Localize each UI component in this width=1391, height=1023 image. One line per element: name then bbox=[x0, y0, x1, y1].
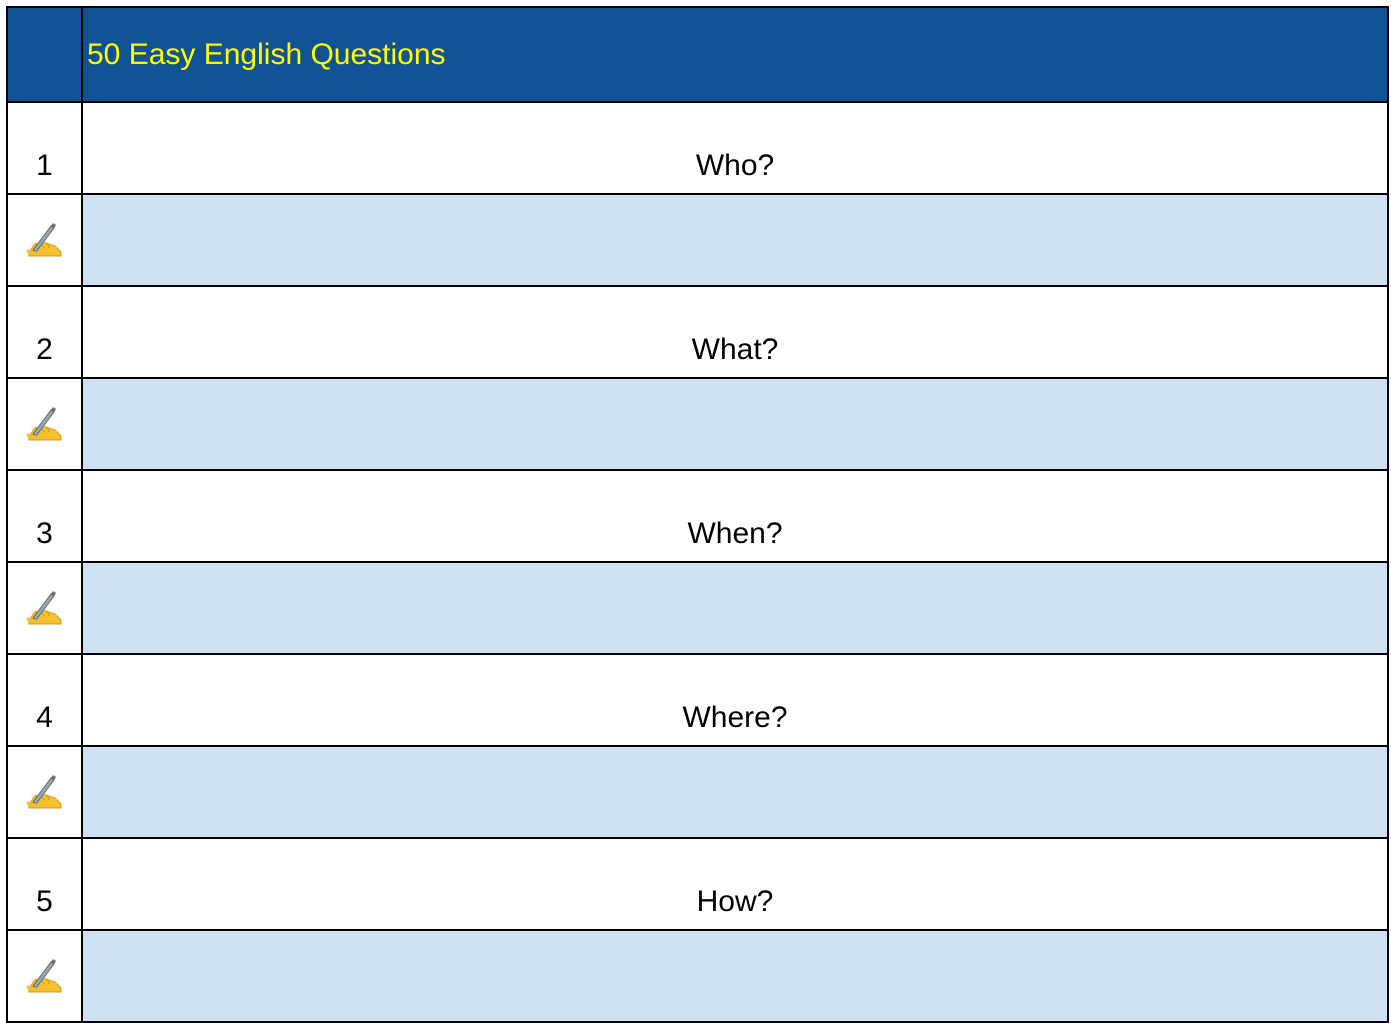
question-row bbox=[7, 470, 1388, 562]
answer-field[interactable] bbox=[82, 378, 1388, 470]
answer-row bbox=[7, 930, 1388, 1022]
question-number[interactable]: 4 bbox=[7, 654, 82, 746]
header-corner-cell[interactable] bbox=[7, 7, 82, 102]
answer-row bbox=[7, 378, 1388, 470]
answer-field[interactable] bbox=[82, 930, 1388, 1022]
question-row bbox=[7, 654, 1388, 746]
answer-icon-cell[interactable] bbox=[7, 930, 82, 1022]
answer-row bbox=[7, 194, 1388, 286]
question-number[interactable]: 5 bbox=[7, 838, 82, 930]
question-row bbox=[7, 102, 1388, 194]
question-text[interactable]: How? bbox=[82, 838, 1388, 930]
writing-hand-icon bbox=[25, 406, 65, 442]
question-text[interactable]: What? bbox=[82, 286, 1388, 378]
writing-hand-icon bbox=[25, 590, 65, 626]
answer-field[interactable] bbox=[82, 746, 1388, 838]
answer-icon-cell[interactable] bbox=[7, 562, 82, 654]
question-row bbox=[7, 838, 1388, 930]
question-text[interactable]: Who? bbox=[82, 102, 1388, 194]
question-row bbox=[7, 286, 1388, 378]
writing-hand-icon bbox=[25, 958, 65, 994]
answer-field[interactable] bbox=[82, 194, 1388, 286]
question-text[interactable]: When? bbox=[82, 470, 1388, 562]
answer-icon-cell[interactable] bbox=[7, 378, 82, 470]
answer-row bbox=[7, 746, 1388, 838]
question-number[interactable]: 1 bbox=[7, 102, 82, 194]
answer-icon-cell[interactable] bbox=[7, 194, 82, 286]
answer-icon-cell[interactable] bbox=[7, 746, 82, 838]
writing-hand-icon bbox=[25, 222, 65, 258]
question-number[interactable]: 2 bbox=[7, 286, 82, 378]
writing-hand-icon bbox=[25, 774, 65, 810]
question-number[interactable]: 3 bbox=[7, 470, 82, 562]
questions-table bbox=[6, 6, 1389, 1023]
header-row bbox=[7, 7, 1388, 102]
answer-field[interactable] bbox=[82, 562, 1388, 654]
page-title[interactable]: 50 Easy English Questions bbox=[82, 7, 1388, 102]
question-text[interactable]: Where? bbox=[82, 654, 1388, 746]
answer-row bbox=[7, 562, 1388, 654]
